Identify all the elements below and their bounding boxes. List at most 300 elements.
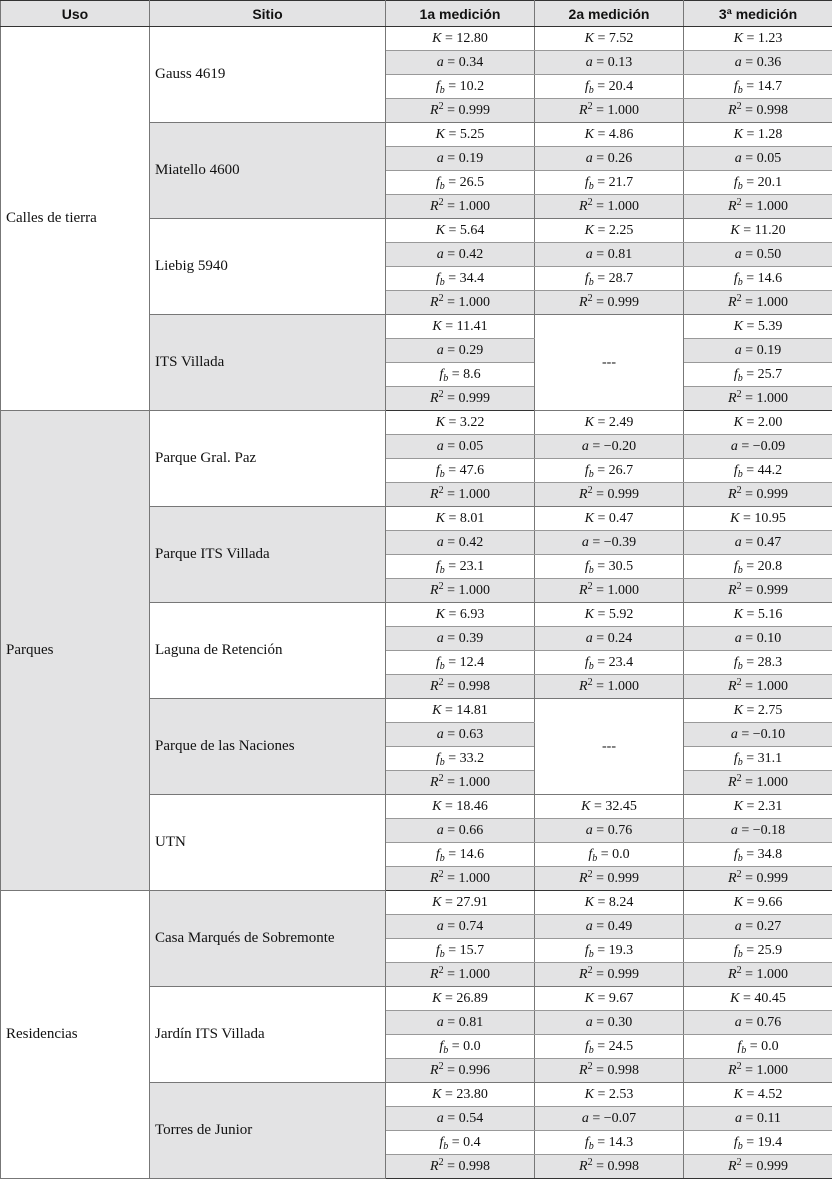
param-label: $f_b$ = <box>733 846 758 864</box>
value-cell-a <box>535 819 684 843</box>
param-label: $f_b$ = <box>733 462 758 480</box>
param-value: 1.000 <box>756 390 788 406</box>
param-label: K = <box>432 990 457 1006</box>
value-cell-fb <box>535 171 684 195</box>
param-value: 5.64 <box>459 222 485 238</box>
param-label: $f_b$ = <box>733 654 758 672</box>
param-value: 14.6 <box>757 270 783 286</box>
param-value: 14.3 <box>608 1134 634 1150</box>
value-cell-k <box>386 795 535 819</box>
value-cell-k <box>386 603 535 627</box>
value-cell-fb <box>684 75 832 99</box>
param-label: a = <box>585 246 608 262</box>
value-cell-a <box>535 147 684 171</box>
param-value: 2.31 <box>757 798 783 814</box>
param-value: 0.999 <box>607 870 639 886</box>
value-cell-k <box>535 987 684 1011</box>
param-label: $R^2$ = <box>728 1156 757 1174</box>
param-label: K = <box>584 222 609 238</box>
sitio-cell: Torres de Junior <box>150 1083 386 1179</box>
value-cell-fb <box>535 459 684 483</box>
value-cell-fb <box>386 75 535 99</box>
param-label: $R^2$ = <box>430 676 459 694</box>
value-cell-a <box>535 531 684 555</box>
value-cell-r2 <box>386 771 535 795</box>
param-label: $R^2$ = <box>728 484 757 502</box>
param-label: a = <box>436 1110 459 1126</box>
param-label: $f_b$ = <box>435 558 460 576</box>
param-value: 0.0 <box>761 1038 779 1054</box>
param-value: 14.81 <box>456 702 488 718</box>
value-cell-r2 <box>386 1155 535 1179</box>
param-value: 1.000 <box>607 198 639 214</box>
param-value: 0.39 <box>458 630 484 646</box>
param-value: 9.67 <box>608 990 634 1006</box>
param-label: K = <box>733 318 758 334</box>
value-cell-k <box>386 315 535 339</box>
value-cell-a <box>535 435 684 459</box>
value-cell-k <box>684 315 832 339</box>
value-cell-r2 <box>535 483 684 507</box>
value-cell-r2 <box>684 99 832 123</box>
sitio-cell: Casa Marqués de Sobremonte <box>150 891 386 987</box>
param-value: 1.000 <box>458 774 490 790</box>
param-value: −0.18 <box>752 822 786 838</box>
value-cell-r2 <box>684 291 832 315</box>
value-cell-r2 <box>386 291 535 315</box>
param-label: $R^2$ = <box>728 100 757 118</box>
param-label: K = <box>733 894 758 910</box>
param-value: 9.66 <box>757 894 783 910</box>
param-label: $f_b$ = <box>733 270 758 288</box>
sitio-cell: Jardín ITS Villada <box>150 987 386 1083</box>
param-label: a = <box>436 438 459 454</box>
param-label: a = <box>734 918 757 934</box>
sitio-cell: Gauss 4619 <box>150 27 386 123</box>
param-value: 31.1 <box>757 750 783 766</box>
param-value: 4.86 <box>608 126 634 142</box>
param-value: 0.27 <box>756 918 782 934</box>
value-cell-r2 <box>386 867 535 891</box>
param-value: −0.10 <box>752 726 786 742</box>
param-label: $R^2$ = <box>728 1060 757 1078</box>
value-cell-fb <box>535 651 684 675</box>
param-value: 1.000 <box>756 774 788 790</box>
value-cell-fb <box>684 363 832 387</box>
param-label: a = <box>436 54 459 70</box>
param-label: a = <box>436 630 459 646</box>
uso-cell: Parques <box>1 411 150 891</box>
param-label: a = <box>585 150 608 166</box>
param-label: $f_b$ = <box>733 1134 758 1152</box>
param-value: 4.52 <box>757 1086 783 1102</box>
value-cell-r2 <box>386 675 535 699</box>
sitio-cell: Parque de las Naciones <box>150 699 386 795</box>
param-label: K = <box>435 510 460 526</box>
value-cell-fb <box>535 267 684 291</box>
param-value: 0.996 <box>458 1062 490 1078</box>
param-label: $f_b$ = <box>435 462 460 480</box>
value-cell-fb <box>684 843 832 867</box>
header-medicion-3: 3ª medición <box>684 1 832 27</box>
param-value: 0.63 <box>458 726 484 742</box>
param-label: a = <box>734 342 757 358</box>
param-label: $f_b$ = <box>584 558 609 576</box>
value-cell-k <box>535 27 684 51</box>
no-data-cell: --- <box>535 315 684 411</box>
param-value: 33.2 <box>459 750 485 766</box>
param-value: 2.53 <box>608 1086 634 1102</box>
param-value: 26.5 <box>459 174 485 190</box>
value-cell-fb <box>535 75 684 99</box>
param-value: 0.998 <box>607 1158 639 1174</box>
value-cell-k <box>386 219 535 243</box>
param-value: −0.09 <box>752 438 786 454</box>
value-cell-k <box>535 795 684 819</box>
value-cell-k <box>535 891 684 915</box>
value-cell-k <box>386 123 535 147</box>
sitio-cell: Parque ITS Villada <box>150 507 386 603</box>
param-label: $f_b$ = <box>733 558 758 576</box>
value-cell-a <box>684 531 832 555</box>
value-cell-r2 <box>684 1155 832 1179</box>
param-label: K = <box>584 30 609 46</box>
value-cell-fb <box>684 555 832 579</box>
param-value: 0.999 <box>458 102 490 118</box>
param-label: a = <box>585 918 608 934</box>
value-cell-r2 <box>684 1059 832 1083</box>
param-value: 24.5 <box>608 1038 634 1054</box>
param-value: 2.75 <box>757 702 783 718</box>
value-cell-k <box>386 987 535 1011</box>
param-value: 25.9 <box>757 942 783 958</box>
sitio-cell: UTN <box>150 795 386 891</box>
value-cell-fb <box>386 651 535 675</box>
param-label: a = <box>436 342 459 358</box>
value-cell-k <box>684 891 832 915</box>
param-value: 0.30 <box>607 1014 633 1030</box>
param-label: $f_b$ = <box>439 1038 464 1056</box>
value-cell-k <box>535 603 684 627</box>
param-label: $R^2$ = <box>579 580 608 598</box>
value-cell-k <box>684 603 832 627</box>
value-cell-a <box>684 1011 832 1035</box>
param-label: $R^2$ = <box>430 100 459 118</box>
param-value: 0.81 <box>607 246 633 262</box>
param-label: K = <box>432 30 457 46</box>
param-label: a = <box>734 630 757 646</box>
param-value: 0.13 <box>607 54 633 70</box>
value-cell-k <box>684 27 832 51</box>
param-label: K = <box>584 894 609 910</box>
param-label: a = <box>436 246 459 262</box>
value-cell-k <box>386 891 535 915</box>
param-value: 26.89 <box>456 990 488 1006</box>
value-cell-a <box>684 339 832 363</box>
param-value: 1.000 <box>458 582 490 598</box>
value-cell-r2 <box>386 99 535 123</box>
value-cell-a <box>386 51 535 75</box>
param-value: 18.46 <box>456 798 488 814</box>
param-label: $R^2$ = <box>579 484 608 502</box>
param-value: 15.7 <box>459 942 485 958</box>
param-value: 0.999 <box>756 1158 788 1174</box>
table-body <box>1 27 832 1179</box>
value-cell-a <box>684 51 832 75</box>
value-cell-fb <box>535 1131 684 1155</box>
param-label: $f_b$ = <box>584 270 609 288</box>
value-cell-k <box>386 1083 535 1107</box>
param-value: 8.01 <box>459 510 485 526</box>
param-label: K = <box>733 606 758 622</box>
param-value: 0.74 <box>458 918 484 934</box>
value-cell-a <box>386 627 535 651</box>
param-value: 11.41 <box>456 318 488 334</box>
param-label: a = <box>585 54 608 70</box>
header-medicion-2: 2a medición <box>535 1 684 27</box>
param-value: 0.76 <box>756 1014 782 1030</box>
param-value: 32.45 <box>605 798 637 814</box>
param-label: $f_b$ = <box>435 942 460 960</box>
value-cell-r2 <box>535 1155 684 1179</box>
param-label: $f_b$ = <box>435 270 460 288</box>
param-value: 0.998 <box>458 678 490 694</box>
param-label: $f_b$ = <box>435 174 460 192</box>
value-cell-fb <box>535 1035 684 1059</box>
param-label: a = <box>730 726 753 742</box>
value-cell-r2 <box>386 483 535 507</box>
param-value: 20.1 <box>757 174 783 190</box>
value-cell-k <box>684 987 832 1011</box>
value-cell-fb <box>535 843 684 867</box>
param-label: a = <box>436 726 459 742</box>
param-label: a = <box>581 534 604 550</box>
param-value: 1.000 <box>607 582 639 598</box>
value-cell-k <box>386 507 535 531</box>
param-value: 0.999 <box>607 486 639 502</box>
param-value: 21.7 <box>608 174 634 190</box>
sitio-cell: Liebig 5940 <box>150 219 386 315</box>
value-cell-a <box>684 435 832 459</box>
value-cell-a <box>684 1107 832 1131</box>
param-value: 0.998 <box>756 102 788 118</box>
param-value: 26.7 <box>608 462 634 478</box>
value-cell-fb <box>386 1035 535 1059</box>
sitio-cell: Laguna de Retención <box>150 603 386 699</box>
value-cell-k <box>535 1083 684 1107</box>
value-cell-k <box>535 507 684 531</box>
param-label: $f_b$ = <box>588 846 613 864</box>
param-label: $f_b$ = <box>435 78 460 96</box>
value-cell-r2 <box>535 291 684 315</box>
param-value: 1.23 <box>757 30 783 46</box>
param-value: 19.3 <box>608 942 634 958</box>
param-value: 0.50 <box>756 246 782 262</box>
param-label: K = <box>584 510 609 526</box>
param-value: 0.42 <box>458 534 484 550</box>
param-value: 27.91 <box>456 894 488 910</box>
param-value: 1.000 <box>756 198 788 214</box>
param-label: K = <box>435 606 460 622</box>
value-cell-a <box>535 1011 684 1035</box>
param-value: 8.6 <box>463 366 481 382</box>
param-value: 1.000 <box>756 294 788 310</box>
param-label: K = <box>730 990 755 1006</box>
value-cell-r2 <box>386 195 535 219</box>
param-value: 19.4 <box>757 1134 783 1150</box>
value-cell-fb <box>386 843 535 867</box>
param-value: 0.998 <box>607 1062 639 1078</box>
param-label: K = <box>584 990 609 1006</box>
param-value: 34.4 <box>459 270 485 286</box>
param-value: 11.20 <box>754 222 786 238</box>
uso-cell: Residencias <box>1 891 150 1179</box>
value-cell-k <box>684 411 832 435</box>
param-value: 28.3 <box>757 654 783 670</box>
value-cell-a <box>386 147 535 171</box>
param-value: 0.999 <box>458 390 490 406</box>
param-value: 14.7 <box>757 78 783 94</box>
param-value: 1.000 <box>458 198 490 214</box>
param-value: 8.24 <box>608 894 634 910</box>
param-label: $R^2$ = <box>728 196 757 214</box>
param-value: 7.52 <box>608 30 634 46</box>
param-label: $f_b$ = <box>733 750 758 768</box>
param-label: a = <box>734 246 757 262</box>
value-cell-k <box>535 219 684 243</box>
value-cell-r2 <box>684 771 832 795</box>
param-value: 0.999 <box>607 294 639 310</box>
param-label: $R^2$ = <box>430 772 459 790</box>
value-cell-r2 <box>684 963 832 987</box>
value-cell-r2 <box>386 963 535 987</box>
param-label: $f_b$ = <box>584 942 609 960</box>
param-value: 2.49 <box>608 414 634 430</box>
value-cell-r2 <box>386 387 535 411</box>
param-label: a = <box>730 822 753 838</box>
value-cell-a <box>684 243 832 267</box>
param-label: $R^2$ = <box>728 292 757 310</box>
value-cell-r2 <box>684 483 832 507</box>
param-label: K = <box>432 1086 457 1102</box>
value-cell-fb <box>386 939 535 963</box>
param-value: 0.999 <box>607 966 639 982</box>
param-label: $R^2$ = <box>430 1156 459 1174</box>
param-value: 3.22 <box>459 414 485 430</box>
param-label: $R^2$ = <box>430 196 459 214</box>
param-label: $f_b$ = <box>733 174 758 192</box>
param-value: 1.000 <box>458 486 490 502</box>
param-label: a = <box>734 54 757 70</box>
value-cell-k <box>386 699 535 723</box>
header-row <box>1 1 832 27</box>
param-label: $f_b$ = <box>435 846 460 864</box>
param-label: a = <box>734 1014 757 1030</box>
param-value: 0.26 <box>607 150 633 166</box>
value-cell-fb <box>684 267 832 291</box>
value-cell-a <box>386 531 535 555</box>
param-value: 0.19 <box>756 342 782 358</box>
value-cell-a <box>386 339 535 363</box>
param-value: 0.24 <box>607 630 633 646</box>
param-label: K = <box>733 30 758 46</box>
param-label: $f_b$ = <box>435 654 460 672</box>
param-value: 12.4 <box>459 654 485 670</box>
value-cell-a <box>535 243 684 267</box>
param-value: 0.76 <box>607 822 633 838</box>
param-value: 0.4 <box>463 1134 481 1150</box>
value-cell-a <box>386 723 535 747</box>
param-label: $R^2$ = <box>430 580 459 598</box>
value-cell-fb <box>386 363 535 387</box>
param-label: $R^2$ = <box>579 676 608 694</box>
param-value: 0.81 <box>458 1014 484 1030</box>
param-label: $f_b$ = <box>439 1134 464 1152</box>
value-cell-a <box>386 243 535 267</box>
param-value: 1.000 <box>607 102 639 118</box>
value-cell-r2 <box>684 675 832 699</box>
value-cell-fb <box>684 651 832 675</box>
param-label: K = <box>432 318 457 334</box>
param-label: $f_b$ = <box>584 174 609 192</box>
param-label: K = <box>733 126 758 142</box>
value-cell-fb <box>684 939 832 963</box>
param-value: 0.66 <box>458 822 484 838</box>
value-cell-fb <box>535 939 684 963</box>
value-cell-r2 <box>535 867 684 891</box>
param-label: $f_b$ = <box>584 78 609 96</box>
param-value: 5.39 <box>757 318 783 334</box>
param-value: 14.6 <box>459 846 485 862</box>
param-label: a = <box>436 534 459 550</box>
param-value: −0.07 <box>603 1110 637 1126</box>
value-cell-k <box>535 123 684 147</box>
param-value: 0.05 <box>458 438 484 454</box>
value-cell-fb <box>684 1035 832 1059</box>
param-value: 23.1 <box>459 558 485 574</box>
param-value: −0.39 <box>603 534 637 550</box>
param-label: $R^2$ = <box>579 1156 608 1174</box>
param-label: $f_b$ = <box>584 654 609 672</box>
param-value: 1.000 <box>458 870 490 886</box>
value-cell-a <box>684 723 832 747</box>
param-label: $R^2$ = <box>728 388 757 406</box>
value-cell-a <box>386 1107 535 1131</box>
value-cell-a <box>386 915 535 939</box>
param-label: K = <box>432 798 457 814</box>
value-cell-r2 <box>684 387 832 411</box>
param-value: 0.42 <box>458 246 484 262</box>
param-value: 34.8 <box>757 846 783 862</box>
sitio-cell: Parque Gral. Paz <box>150 411 386 507</box>
param-label: a = <box>581 438 604 454</box>
param-label: K = <box>432 894 457 910</box>
value-cell-a <box>684 627 832 651</box>
param-value: 20.4 <box>608 78 634 94</box>
param-value: 5.25 <box>459 126 485 142</box>
param-label: a = <box>730 438 753 454</box>
param-value: 0.999 <box>756 486 788 502</box>
value-cell-r2 <box>535 675 684 699</box>
param-label: $R^2$ = <box>430 868 459 886</box>
value-cell-fb <box>386 1131 535 1155</box>
value-cell-r2 <box>535 195 684 219</box>
value-cell-fb <box>386 747 535 771</box>
param-label: $R^2$ = <box>430 964 459 982</box>
param-label: $R^2$ = <box>579 964 608 982</box>
param-value: 1.000 <box>756 966 788 982</box>
value-cell-r2 <box>386 1059 535 1083</box>
